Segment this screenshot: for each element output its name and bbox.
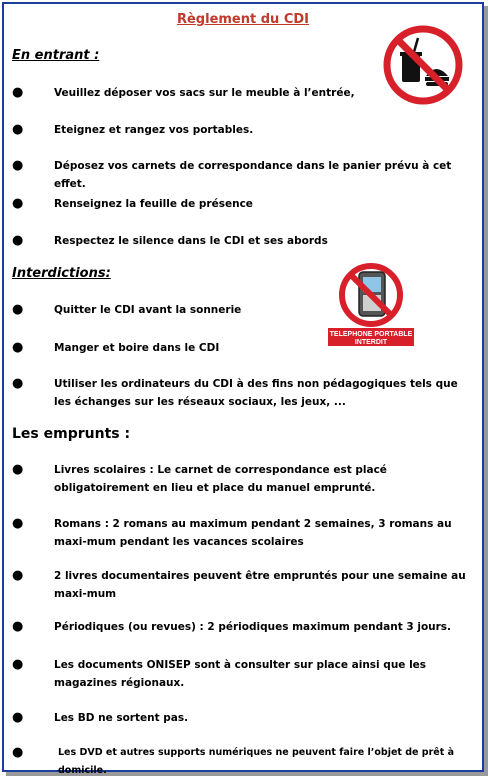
list-item: ● Déposez vos carnets de correspondance dans le panier prévu à cet effet. (12, 158, 452, 190)
list-item: ● 2 livres documentaires peuvent être empruntés pour une semaine au maxi-mum (12, 568, 466, 600)
section-interdictions: Interdictions: (12, 266, 111, 281)
bullet-icon: ● (12, 302, 24, 317)
bullet-icon: ● (12, 657, 24, 672)
bullet-icon: ● (12, 122, 24, 137)
bullet-icon: ● (12, 516, 24, 531)
list-item: ● Respectez le silence dans le CDI et ses abords (12, 233, 328, 248)
bullet-icon: ● (12, 619, 24, 634)
rules-sheet (2, 2, 484, 776)
phone-sign-line1: TELEPHONE PORTABLE (329, 331, 413, 338)
bullet-icon: ● (12, 710, 24, 725)
bullet-icon: ● (12, 196, 24, 211)
list-item: ● Veuillez déposer vos sacs sur le meuble à l’entrée, (12, 85, 355, 100)
list-item: ● Renseignez la feuille de présence (12, 196, 253, 211)
bullet-icon: ● (12, 233, 24, 248)
bullet-icon: ● (12, 85, 24, 100)
bullet-icon: ● (12, 462, 24, 477)
bullet-icon: ● (12, 158, 24, 173)
bullet-icon: ● (12, 568, 24, 583)
list-item: ● Eteignez et rangez vos portables. (12, 122, 254, 137)
section-en-entrant: En entrant : (12, 48, 100, 63)
list-item: ● Périodiques (ou revues) : 2 périodiques maximum pendant 3 jours. (12, 619, 452, 634)
phone-sign-line2: INTERDIT (354, 339, 388, 346)
list-item: ● Utiliser les ordinateurs du CDI à des fins non pédagogiques tels que les échanges sur les réseaux sociaux, les jeux, ... (12, 376, 458, 408)
list-item: ● Quitter le CDI avant la sonnerie (12, 302, 242, 317)
bullet-icon: ● (12, 340, 24, 355)
list-item: ● Romans : 2 romans au maximum pendant 2 semaines, 3 romans au maxi-mum pendant les vacances scolaires (12, 516, 452, 548)
list-item: ● Les BD ne sortent pas. (12, 710, 189, 725)
list-item: ● Les DVD et autres supports numériques ne peuvent faire l’objet de prêt à domicile. (12, 745, 454, 776)
list-item: ● Livres scolaires : Le carnet de correspondance est placé obligatoirement en lieu et place du manuel emprunté. (12, 462, 387, 494)
bullet-icon: ● (12, 745, 24, 760)
bullet-icon: ● (12, 376, 24, 391)
list-item: ● Les documents ONISEP sont à consulter sur place ainsi que les magazines régionaux. (12, 657, 427, 689)
list-item: ● Manger et boire dans le CDI (12, 340, 220, 355)
section-emprunts: Les emprunts : (12, 426, 131, 442)
page-title: Règlement du CDI (176, 12, 310, 27)
